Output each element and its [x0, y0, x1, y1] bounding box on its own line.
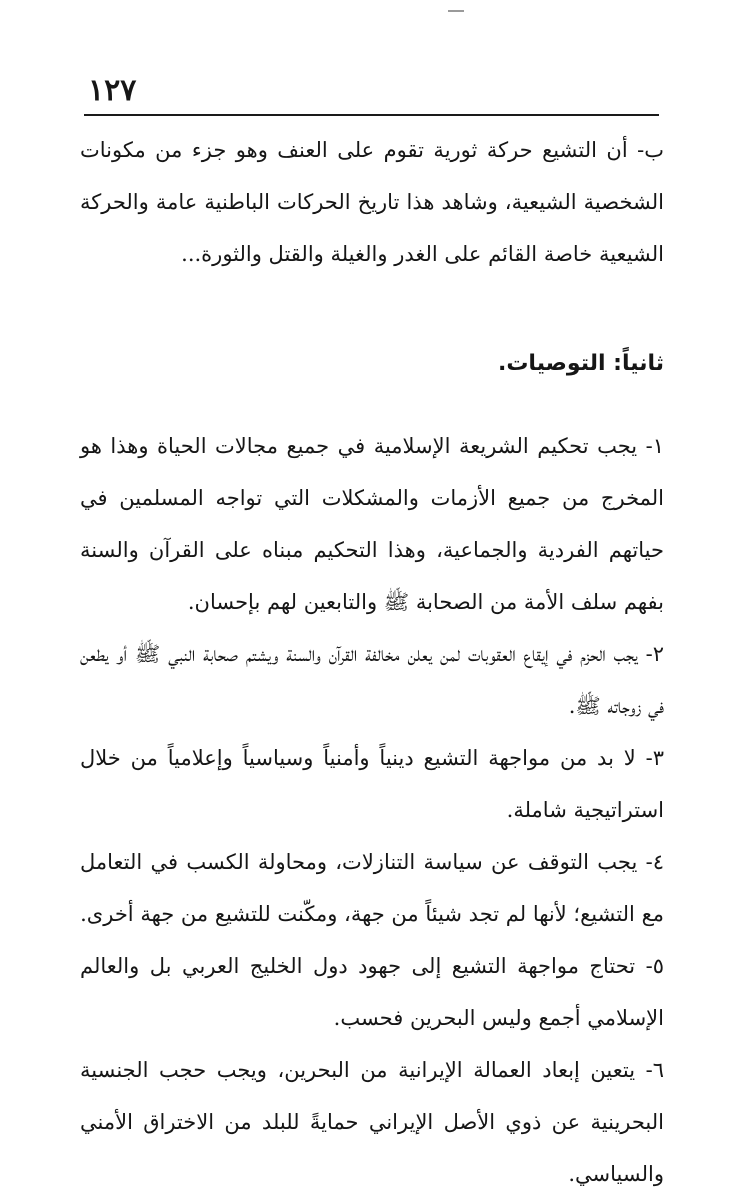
header-rule [84, 114, 659, 116]
recommendation-item: ٤- يجب التوقف عن سياسة التنازلات، ومحاولة الكسب في التعامل مع التشيع؛ لأنها لم تجد شيئاً من جهة، ومكّنت للتشيع من جهة أخرى. [80, 850, 664, 926]
recommendation-item: ٢- يجب الحزم في إيقاع العقوبات لمن يعلن مخالفة القرآن والسنة ويشتم صحابة النبي ﷺ أو يطعن في زوجاته ﷺ. [80, 642, 664, 718]
page-body [80, 124, 664, 1200]
recommendation-item: ٦- يتعين إبعاد العمالة الإيرانية من البحرين، ويجب حجب الجنسية البحرينية عن ذوي الأصل الإيراني حمايةً للبلد من الاختراق الأمني والسياسي. [80, 1058, 664, 1186]
intro-paragraph: ب- أن التشيع حركة ثورية تقوم على العنف وهو جزء من مكونات الشخصية الشيعية، وشاهد هذا تاريخ الحركات الباطنية عامة والحركة الشيعية خاصة القائم على الغدر والغيلة والقتل والثورة... [80, 138, 664, 266]
recommendation-item: ٣- لا بد من مواجهة التشيع دينياً وأمنياً وسياسياً وإعلامياً من خلال استراتيجية شاملة. [80, 746, 664, 822]
recommendation-item: ١- يجب تحكيم الشريعة الإسلامية في جميع مجالات الحياة وهذا هو المخرج من جميع الأزمات والمشكلات التي تواجه المسلمين في حياتهم الفردية والجماعية، وهذا التحكيم مبناه على القرآن والسنة بفهم سلف الأمة من الصحابة ﷺ والتابعين لهم بإحسان. [80, 434, 664, 614]
recommendations-list [80, 420, 664, 1200]
section-heading: ثانياً: التوصيات. [497, 351, 664, 376]
page-number: ١٢٧ [88, 73, 137, 108]
scan-mark [448, 10, 464, 12]
recommendation-item: ٥- تحتاج مواجهة التشيع إلى جهود دول الخليج العربي بل والعالم الإسلامي أجمع وليس البحرين فحسب. [80, 954, 664, 1030]
